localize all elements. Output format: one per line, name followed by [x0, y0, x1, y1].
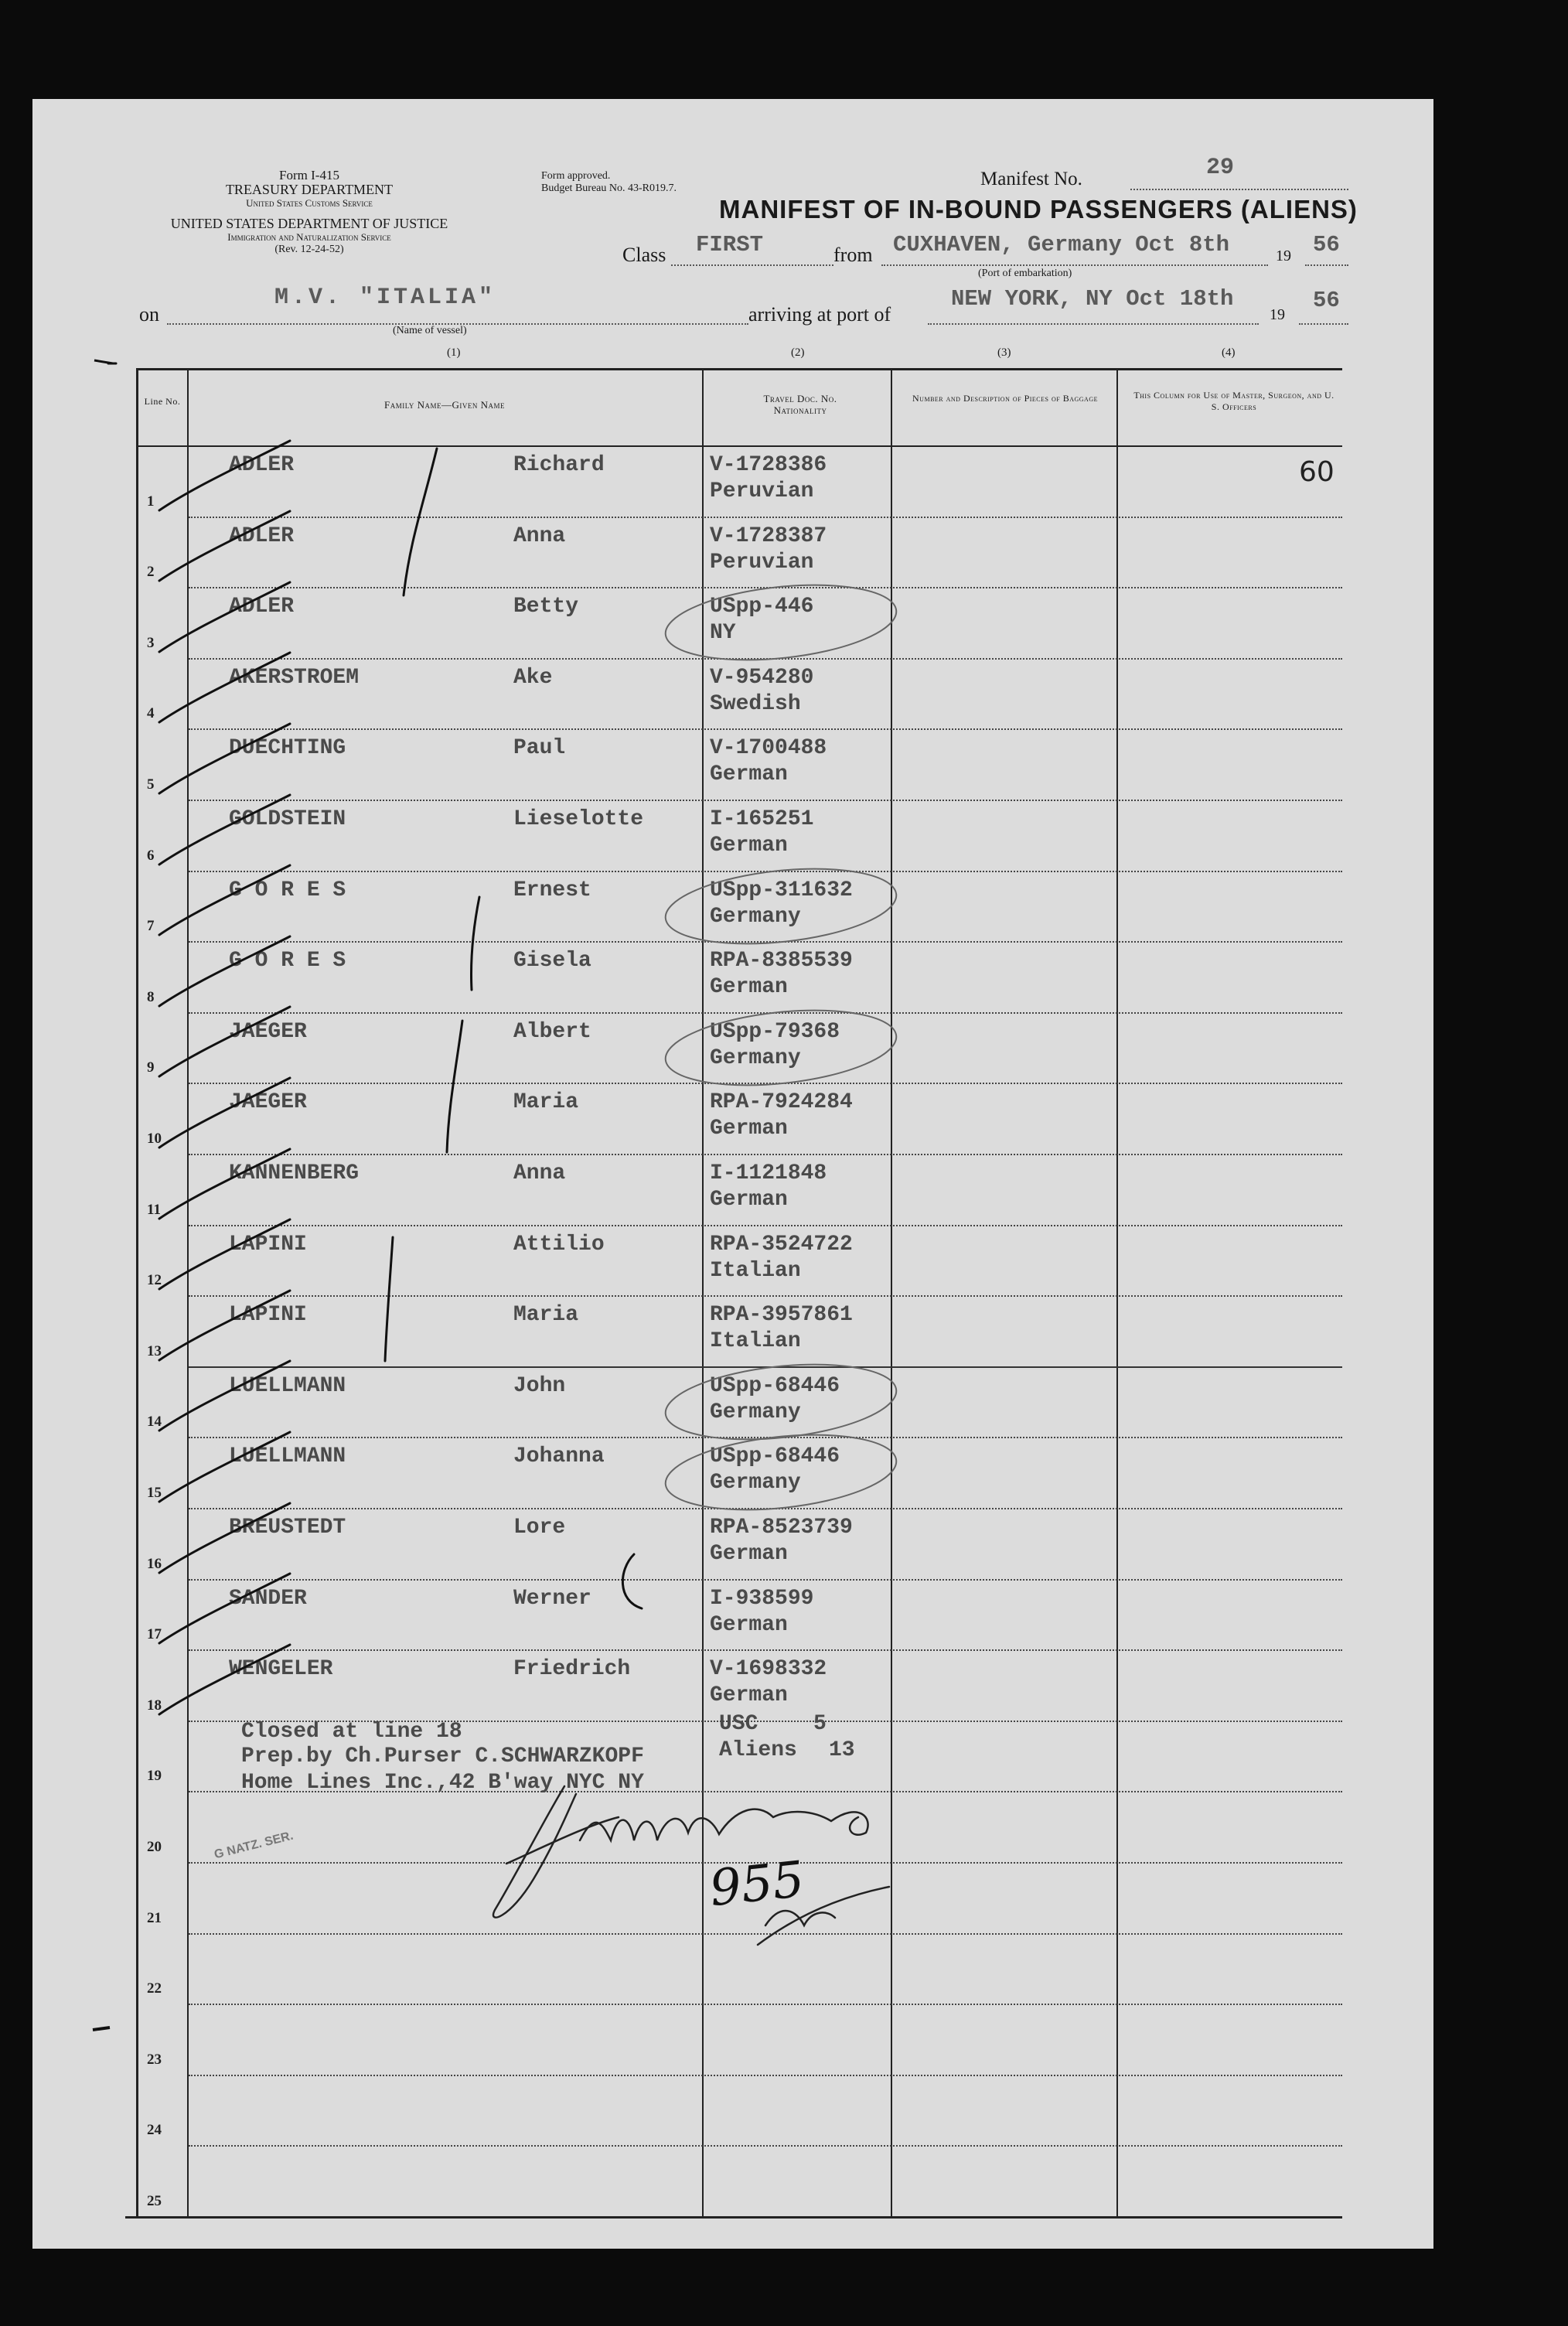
given-name: Paul: [513, 736, 566, 760]
given-name: Werner: [513, 1587, 591, 1611]
from-value: CUXHAVEN, Germany Oct 8th: [893, 232, 1230, 257]
given-name: Johanna: [513, 1444, 605, 1468]
given-name: Anna: [513, 524, 566, 548]
family-name: LAPINI: [229, 1233, 307, 1257]
handwritten-number: 955: [707, 1850, 807, 1918]
line-number: 24: [147, 2122, 162, 2138]
family-name: WENGELER: [229, 1657, 333, 1681]
col-header-line-no: Line No.: [144, 396, 181, 407]
col-num-4: (4): [1222, 346, 1236, 359]
family-name: DUECHTING: [229, 736, 346, 760]
line-number: 8: [147, 989, 155, 1005]
family-name: KANNENBERG: [229, 1161, 360, 1185]
line-number: 22: [147, 1980, 162, 1997]
col-num-2: (2): [791, 346, 805, 359]
line-number: 10: [147, 1131, 162, 1147]
nationality: Swedish: [710, 692, 801, 716]
given-name: Maria: [513, 1303, 579, 1327]
line-number: 17: [147, 1626, 162, 1642]
customs-service: United States Customs Service: [246, 197, 373, 209]
line-number: 4: [147, 705, 155, 721]
given-name: Richard: [513, 453, 605, 477]
check-mark: [159, 1574, 290, 1643]
family-name: G O R E S: [229, 878, 346, 902]
nationality: German: [710, 1683, 788, 1707]
check-mark: [159, 1149, 290, 1219]
line-number: 14: [147, 1414, 162, 1430]
col-num-3: (3): [997, 346, 1011, 359]
given-name: Attilio: [513, 1233, 605, 1257]
usc-label: USC: [719, 1712, 758, 1736]
travel-doc-number: V-1728386: [710, 453, 827, 477]
circle-mark: [662, 1355, 900, 1450]
line-number: 9: [147, 1059, 155, 1076]
year-prefix-1: 19: [1276, 247, 1291, 264]
given-name: Ernest: [513, 878, 591, 902]
given-name: Lieselotte: [513, 807, 644, 831]
col-header-travel-doc: Travel Doc. No. Nationality: [763, 393, 837, 416]
line-number: 21: [147, 1910, 162, 1926]
travel-doc-number: USpp-79368: [710, 1020, 840, 1044]
year-prefix-2: 19: [1270, 306, 1285, 323]
signature-mark: [493, 1786, 889, 1945]
family-name: LUELLMANN: [229, 1374, 346, 1398]
line-number: 16: [147, 1556, 162, 1572]
nationality: Germany: [710, 1400, 801, 1424]
check-mark: [159, 1007, 290, 1076]
nationality: Germany: [710, 1046, 801, 1070]
nationality: German: [710, 1542, 788, 1566]
manifest-title: MANIFEST OF IN-BOUND PASSENGERS (ALIENS): [719, 195, 1358, 223]
travel-doc-number: V-1728387: [710, 524, 827, 548]
check-mark: [159, 724, 290, 793]
travel-doc-number: I-165251: [710, 807, 814, 831]
check-mark: [159, 653, 290, 722]
given-name: Friedrich: [513, 1657, 631, 1681]
vessel-name-label: (Name of vessel): [393, 325, 467, 336]
manifest-no-value: 29: [1206, 155, 1235, 181]
col-header-name: Family Name—Given Name: [384, 399, 505, 411]
circle-mark: [662, 1001, 900, 1096]
port-embarkation-label: (Port of embarkation): [978, 268, 1072, 279]
col-header-officers: This Column for Use of Master, Surgeon, and U. S. Officers: [1133, 390, 1335, 412]
given-name: John: [513, 1374, 566, 1398]
travel-doc-number: USpp-68446: [710, 1374, 840, 1398]
officer-note-60: 60: [1299, 456, 1335, 488]
circle-mark: [662, 859, 900, 954]
check-mark: [159, 1645, 290, 1714]
nationality: Italian: [710, 1329, 801, 1353]
check-mark: [159, 582, 290, 652]
nationality: Germany: [710, 905, 801, 929]
line-number: 5: [147, 776, 155, 793]
line-number: 13: [147, 1343, 162, 1359]
nationality: German: [710, 975, 788, 999]
closing-line-2: Prep.by Ch.Purser C.SCHWARZKOPF: [241, 1744, 644, 1768]
given-name: Gisela: [513, 949, 591, 973]
line-number: 11: [147, 1202, 161, 1218]
check-mark: [159, 441, 290, 510]
line-number: 25: [147, 2193, 162, 2209]
circle-mark: [662, 1425, 900, 1520]
travel-doc-number: I-938599: [710, 1587, 814, 1611]
col-header-baggage: Number and Description of Pieces of Baggage: [912, 393, 1098, 404]
travel-doc-number: USpp-446: [710, 595, 814, 619]
given-name: Maria: [513, 1090, 579, 1114]
family-name: G O R E S: [229, 949, 346, 973]
check-mark: [159, 936, 290, 1006]
check-mark: [159, 795, 290, 865]
vessel-name: M.V. "ITALIA": [274, 285, 496, 311]
travel-doc-number: V-1700488: [710, 736, 827, 760]
revision: (Rev. 12-24-52): [274, 244, 344, 255]
usc-count: 5: [813, 1712, 827, 1736]
check-mark: [159, 1361, 290, 1431]
circle-mark: [662, 575, 900, 670]
nationality: Peruvian: [710, 551, 814, 575]
travel-doc-number: RPA-8385539: [710, 949, 853, 973]
travel-doc-number: I-1121848: [710, 1161, 827, 1185]
nationality: German: [710, 834, 788, 858]
treasury-dept: TREASURY DEPARTMENT: [225, 182, 394, 197]
line-number: 23: [147, 2051, 162, 2068]
form-number: Form I-415: [279, 168, 339, 182]
family-name: ADLER: [229, 524, 295, 548]
check-mark: [159, 511, 290, 581]
class-value: FIRST: [696, 232, 764, 257]
check-mark: [159, 1432, 290, 1502]
arriving-label: arriving at port of: [748, 303, 891, 326]
travel-doc-number: V-1698332: [710, 1657, 827, 1681]
family-name: JAEGER: [229, 1020, 307, 1044]
nationality: German: [710, 1613, 788, 1637]
given-name: Albert: [513, 1020, 591, 1044]
line-number: 7: [147, 918, 155, 934]
col-num-1: (1): [447, 346, 461, 359]
line-number: 6: [147, 848, 155, 864]
natz-stamp: G NATZ. SER.: [213, 1829, 295, 1862]
check-mark: [159, 1078, 290, 1148]
justice-dept: UNITED STATES DEPARTMENT OF JUSTICE: [170, 216, 448, 231]
travel-doc-number: V-954280: [710, 666, 814, 690]
manifest-no-label: Manifest No.: [980, 169, 1082, 189]
check-mark: [159, 1503, 290, 1573]
family-name: GOLDSTEIN: [229, 807, 346, 831]
arrival-port: NEW YORK, NY Oct 18th: [951, 286, 1234, 312]
nationality: Peruvian: [710, 479, 814, 503]
line-number: 15: [147, 1485, 162, 1501]
year-1: 56: [1313, 232, 1340, 257]
check-mark: [159, 865, 290, 935]
year-2: 56: [1313, 288, 1340, 313]
ins-service: Immigration and Naturalization Service: [227, 231, 391, 243]
travel-doc-number: USpp-68446: [710, 1444, 840, 1468]
family-name: LUELLMANN: [229, 1444, 346, 1468]
family-name: ADLER: [229, 453, 295, 477]
nationality: Italian: [710, 1259, 801, 1283]
family-name: JAEGER: [229, 1090, 307, 1114]
line-number: 12: [147, 1272, 162, 1288]
line-number: 18: [147, 1697, 162, 1714]
on-label: on: [139, 303, 159, 326]
family-name: ADLER: [229, 595, 295, 619]
nationality: NY: [710, 621, 736, 645]
line-number: 20: [147, 1839, 162, 1855]
line-number: 19: [147, 1768, 162, 1784]
family-name: BREUSTEDT: [229, 1516, 346, 1540]
family-name: SANDER: [229, 1587, 307, 1611]
nationality: German: [710, 1188, 788, 1212]
check-mark: [159, 1291, 290, 1360]
nationality: German: [710, 762, 788, 786]
line-number: 3: [147, 635, 155, 651]
given-name: Ake: [513, 666, 553, 690]
travel-doc-number: RPA-7924284: [710, 1090, 853, 1114]
aliens-count: 13: [829, 1738, 855, 1762]
family-name: AKERSTROEM: [229, 666, 360, 690]
budget-bureau: Budget Bureau No. 43-R019.7.: [541, 182, 677, 194]
given-name: Betty: [513, 595, 579, 619]
travel-doc-number: USpp-311632: [710, 878, 853, 902]
family-name: LAPINI: [229, 1303, 307, 1327]
given-name: Anna: [513, 1161, 566, 1185]
form-approved: Form approved.: [541, 170, 611, 182]
check-mark: [159, 1219, 290, 1289]
travel-doc-number: RPA-3524722: [710, 1233, 853, 1257]
closing-line-3: Home Lines Inc.,42 B'way NYC NY: [241, 1771, 644, 1795]
given-name: Lore: [513, 1516, 566, 1540]
travel-doc-number: RPA-8523739: [710, 1516, 853, 1540]
travel-doc-number: RPA-3957861: [710, 1303, 853, 1327]
class-label: Class: [622, 244, 666, 266]
nationality: German: [710, 1117, 788, 1141]
line-number: 2: [147, 564, 155, 580]
nationality: Germany: [710, 1471, 801, 1495]
from-label: from: [833, 244, 873, 266]
aliens-label: Aliens: [719, 1738, 797, 1762]
line-number: 1: [147, 493, 155, 510]
closing-line-1: Closed at line 18: [241, 1720, 462, 1744]
